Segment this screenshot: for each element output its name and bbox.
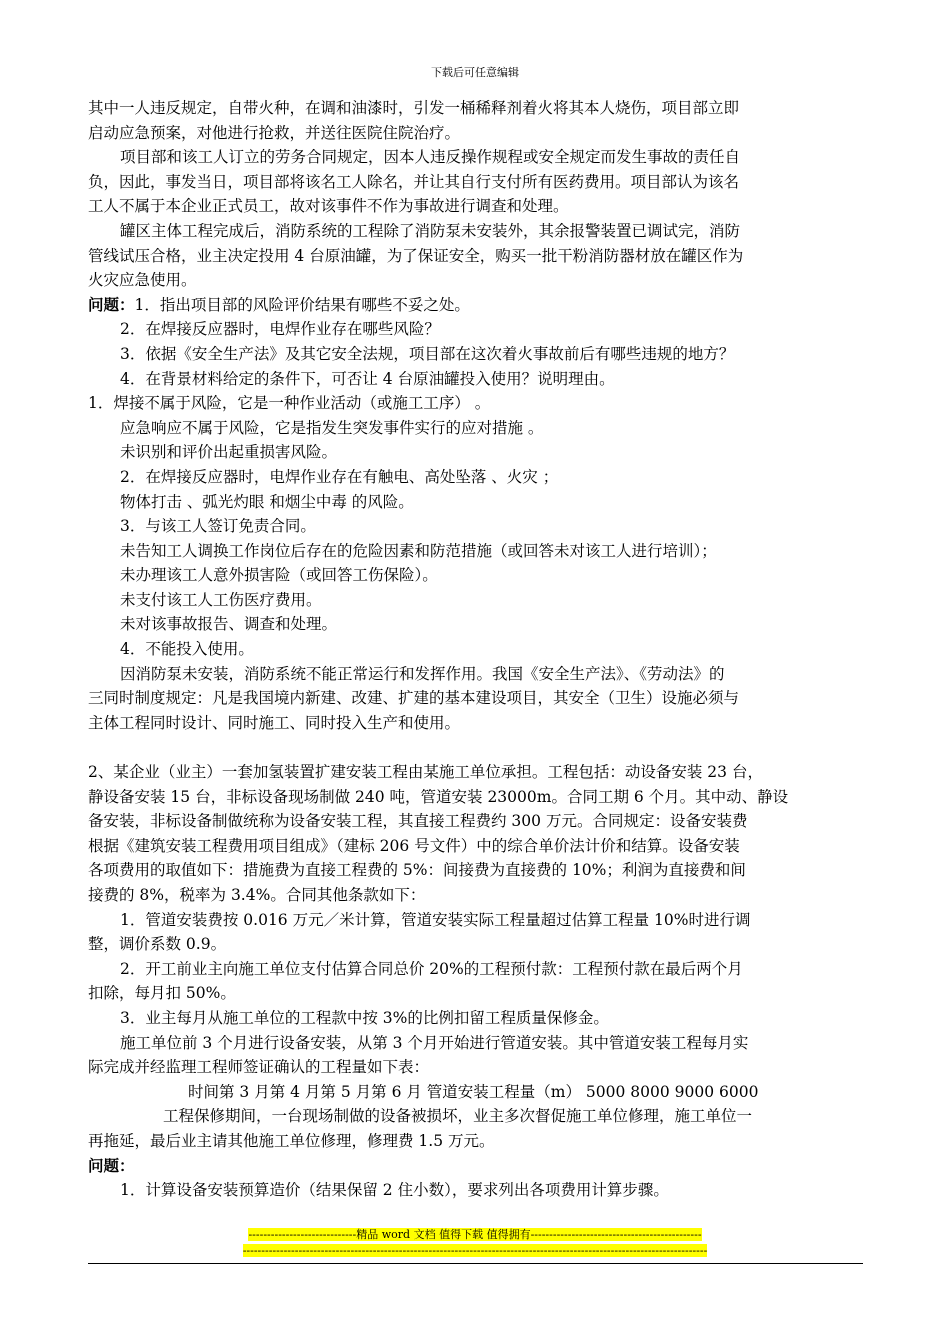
question-line: 4．在背景材料给定的条件下，可否让 4 台原油罐投入使用？说明理由。 bbox=[120, 369, 615, 388]
body-line: 2、某企业（业主）一套加氢装置扩建安装工程由某施工单位承担。工程包括：动设备安装 23 台， bbox=[88, 763, 763, 782]
body-line: 启动应急预案，对他进行抢救，并送往医院住院治疗。 bbox=[88, 123, 461, 142]
paragraph-gap bbox=[88, 735, 868, 760]
body-line: 其中一人违反规定，自带火种，在调和油漆时，引发一桶稀释剂着火将其本人烧伤，项目部立即 bbox=[88, 99, 740, 117]
answer-line: 4．不能投入使用。 bbox=[120, 640, 254, 659]
answer-line: 1．焊接不属于风险，它是一种作业活动（或施工工序） 。 bbox=[88, 394, 491, 413]
question-line bbox=[88, 1154, 868, 1179]
answer-line: 主体工程同时设计、同时施工、同时投入生产和使用。 bbox=[88, 713, 461, 732]
question-line: 1．计算设备安装预算造价（结果保留 2 住小数），要求列出各项费用计算步骤。 bbox=[120, 1181, 669, 1200]
body-line: 项目部和该工人订立的劳务合同规定，因本人违反操作规程或安全规定而发生事故的责任自 bbox=[120, 148, 741, 167]
document-body bbox=[88, 96, 868, 1203]
footer-highlight: ----------------------------------------------------------------------------------------------------------------------------- bbox=[242, 1244, 708, 1257]
body-line: 施工单位前 3 个月进行设备安装，从第 3 个月开始进行管道安装。其中管道安装工程每月实 bbox=[120, 1033, 749, 1052]
table-line: 时间第 3 月第 4 月第 5 月第 6 月 管道安装工程量（m） 5000 8000 9000 6000 bbox=[188, 1082, 759, 1101]
question-label: 问题： bbox=[88, 294, 135, 314]
question-line: 2．在焊接反应器时，电焊作业存在哪些风险？ bbox=[120, 320, 440, 339]
body-line: 管线试压合格，业主决定投用 4 台原油罐，为了保证安全，购买一批干粉消防器材放在罐区作为 bbox=[88, 246, 744, 265]
question-label: 问题： bbox=[88, 1155, 135, 1175]
answer-line: 三同时制度规定：凡是我国境内新建、改建、扩建的基本建设项目，其安全（卫生）设施必须与 bbox=[88, 689, 740, 708]
question-line bbox=[88, 293, 868, 318]
page-header: 下载后可任意编辑 bbox=[431, 66, 519, 79]
question-line: 3．依据《安全生产法》及其它安全法规，项目部在这次着火事故前后有哪些违规的地方？ bbox=[120, 344, 735, 363]
body-line: 静设备安装 15 台，非标设备现场制做 240 吨，管道安装 23000m。合同工期 6 个月。其中动、静设 bbox=[88, 787, 789, 806]
footer-highlight: -----------------------------精品 word 文档 值得下载 值得拥有---------------------------------------------- bbox=[248, 1228, 702, 1241]
body-line: 各项费用的取值如下：措施费为直接工程费的 5%：间接费为直接费的 10%；利润为直接费和间 bbox=[88, 861, 746, 880]
body-line: 火灾应急使用。 bbox=[88, 271, 197, 290]
body-line: 2．开工前业主向施工单位支付估算合同总价 20%的工程预付款：工程预付款在最后两个月 bbox=[120, 959, 743, 978]
body-line: 工人不属于本企业正式员工，故对该事件不作为事故进行调查和处理。 bbox=[88, 197, 569, 216]
body-line: 备安装，非标设备制做统称为设备安装工程，其直接工程费约 300 万元。合同规定：设备安装费 bbox=[88, 812, 748, 831]
page-footer bbox=[0, 1227, 950, 1259]
answer-line: 未识别和评价出起重损害风险。 bbox=[120, 443, 338, 462]
body-line: 工程保修期间，一台现场制做的设备被损坏，业主多次督促施工单位修理，施工单位一 bbox=[163, 1107, 753, 1126]
footer-line bbox=[0, 1227, 950, 1243]
body-line: 际完成并经监理工程师签证确认的工程量如下表： bbox=[88, 1058, 430, 1077]
body-line: 根据《建筑安装工程费用项目组成》（建标 206 号文件）中的综合单价法计价和结算。设备安装 bbox=[88, 836, 740, 855]
body-line: 扣除，每月扣 50%。 bbox=[88, 984, 236, 1003]
answer-line: 未支付该工人工伤医疗费用。 bbox=[120, 590, 322, 609]
body-line: 3．业主每月从施工单位的工程款中按 3%的比例扣留工程质量保修金。 bbox=[120, 1008, 609, 1027]
body-line: 接费的 8%，税率为 3.4%。合同其他条款如下： bbox=[88, 886, 426, 904]
body-line: 罐区主体工程完成后，消防系统的工程除了消防泵未安装外，其余报警装置已调试完，消防 bbox=[120, 221, 741, 240]
answer-line: 因消防泵未安装，消防系统不能正常运行和发挥作用。我国《安全生产法》、《劳动法》的 bbox=[120, 664, 725, 683]
answer-line: 2．在焊接反应器时，电焊作业存在有触电、高处坠落 、火灾 ； bbox=[120, 467, 559, 486]
body-line: 负，因此，事发当日，项目部将该名工人除名，并让其自行支付所有医药费用。项目部认为该名 bbox=[88, 172, 740, 191]
answer-line: 3．与该工人签订免责合同。 bbox=[120, 517, 316, 536]
footer-line bbox=[0, 1243, 950, 1259]
body-line: 再拖延，最后业主请其他施工单位修理，修理费 1.5 万元。 bbox=[88, 1131, 495, 1150]
body-line: 1．管道安装费按 0.016 万元／米计算，管道安装实际工程量超过估算工程量 10%时进行调 bbox=[120, 910, 751, 929]
question-text: 1．指出项目部的风险评价结果有哪些不妥之处。 bbox=[134, 295, 470, 314]
footer-rule bbox=[88, 1263, 863, 1264]
answer-line: 未办理该工人意外损害险（或回答工伤保险）。 bbox=[120, 566, 438, 585]
answer-line: 未告知工人调换工作岗位后存在的危险因素和防范措施（或回答未对该工人进行培训）； bbox=[120, 541, 717, 560]
body-line: 整，调价系数 0.9。 bbox=[88, 935, 227, 954]
answer-line: 应急响应不属于风险，它是指发生突发事件实行的应对措施 。 bbox=[120, 418, 544, 437]
answer-line: 物体打击 、弧光灼眼 和烟尘中毒 的风险。 bbox=[120, 492, 414, 511]
answer-line: 未对该事故报告、调查和处理。 bbox=[120, 615, 338, 634]
